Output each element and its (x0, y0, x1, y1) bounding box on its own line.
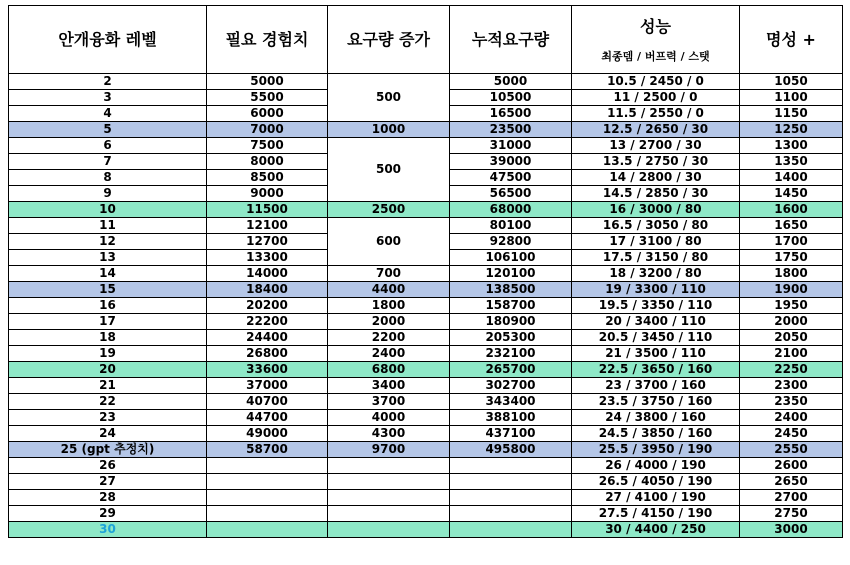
cell-fame: 2750 (740, 506, 843, 522)
cell-performance: 12.5 / 2650 / 30 (572, 122, 740, 138)
cell-fame: 2100 (740, 346, 843, 362)
cell-cumulative: 232100 (450, 346, 572, 362)
header-fame: 명성 + (740, 6, 843, 74)
cell-performance: 10.5 / 2450 / 0 (572, 74, 740, 90)
cell-required-exp: 37000 (207, 378, 328, 394)
cell-level: 5 (9, 122, 207, 138)
cell-increase (328, 490, 450, 506)
header-level: 안개융화 레벨 (9, 6, 207, 74)
cell-required-exp: 14000 (207, 266, 328, 282)
cell-level: 2 (9, 74, 207, 90)
table-row (9, 426, 843, 442)
cell-cumulative: 495800 (450, 442, 572, 458)
cell-performance: 26 / 4000 / 190 (572, 458, 740, 474)
cell-required-exp: 7500 (207, 138, 328, 154)
cell-cumulative: 39000 (450, 154, 572, 170)
cell-level: 3 (9, 90, 207, 106)
cell-increase: 3700 (328, 394, 450, 410)
cell-fame: 2050 (740, 330, 843, 346)
cell-cumulative: 16500 (450, 106, 572, 122)
cell-performance: 16.5 / 3050 / 80 (572, 218, 740, 234)
cell-required-exp: 11500 (207, 202, 328, 218)
cell-cumulative: 56500 (450, 186, 572, 202)
cell-cumulative: 343400 (450, 394, 572, 410)
cell-fame: 1650 (740, 218, 843, 234)
cell-level: 27 (9, 474, 207, 490)
cell-level: 8 (9, 170, 207, 186)
cell-required-exp (207, 490, 328, 506)
table-row (9, 74, 843, 90)
cell-increase-merged: 600 (328, 218, 450, 266)
cell-required-exp: 12100 (207, 218, 328, 234)
cell-required-exp (207, 474, 328, 490)
cell-fame: 2400 (740, 410, 843, 426)
cell-cumulative: 5000 (450, 74, 572, 90)
table-row-highlight (9, 122, 843, 138)
cell-fame: 1800 (740, 266, 843, 282)
cell-cumulative: 265700 (450, 362, 572, 378)
cell-level: 30 (9, 522, 207, 538)
cell-level: 22 (9, 394, 207, 410)
cell-increase: 700 (328, 266, 450, 282)
fog-fusion-level-table (8, 5, 843, 538)
cell-level: 20 (9, 362, 207, 378)
cell-cumulative: 302700 (450, 378, 572, 394)
cell-level: 29 (9, 506, 207, 522)
cell-fame: 2000 (740, 314, 843, 330)
table-row (9, 458, 843, 474)
cell-required-exp: 58700 (207, 442, 328, 458)
cell-increase: 2500 (328, 202, 450, 218)
cell-performance: 27.5 / 4150 / 190 (572, 506, 740, 522)
cell-required-exp (207, 458, 328, 474)
cell-fame: 1100 (740, 90, 843, 106)
table-row (9, 410, 843, 426)
cell-increase (328, 458, 450, 474)
table-row-highlight (9, 202, 843, 218)
cell-required-exp: 5000 (207, 74, 328, 90)
cell-increase (328, 474, 450, 490)
cell-increase: 2400 (328, 346, 450, 362)
cell-increase: 9700 (328, 442, 450, 458)
header-performance-subtitle: 최종뎀 / 버프력 / 스탯 (601, 49, 710, 63)
cell-required-exp: 8500 (207, 170, 328, 186)
cell-performance: 13.5 / 2750 / 30 (572, 154, 740, 170)
cell-fame: 2450 (740, 426, 843, 442)
cell-increase: 4400 (328, 282, 450, 298)
cell-cumulative: 205300 (450, 330, 572, 346)
cell-performance: 20 / 3400 / 110 (572, 314, 740, 330)
cell-level: 16 (9, 298, 207, 314)
table-row (9, 330, 843, 346)
table-row-highlight (9, 522, 843, 538)
cell-level: 26 (9, 458, 207, 474)
cell-required-exp: 6000 (207, 106, 328, 122)
cell-performance: 30 / 4400 / 250 (572, 522, 740, 538)
cell-fame: 2700 (740, 490, 843, 506)
cell-level: 14 (9, 266, 207, 282)
cell-level: 10 (9, 202, 207, 218)
cell-level: 13 (9, 250, 207, 266)
cell-performance: 26.5 / 4050 / 190 (572, 474, 740, 490)
cell-fame: 1450 (740, 186, 843, 202)
cell-level: 9 (9, 186, 207, 202)
cell-increase: 1000 (328, 122, 450, 138)
cell-increase: 1800 (328, 298, 450, 314)
cell-required-exp: 5500 (207, 90, 328, 106)
cell-performance: 14 / 2800 / 30 (572, 170, 740, 186)
cell-cumulative: 31000 (450, 138, 572, 154)
cell-cumulative: 80100 (450, 218, 572, 234)
cell-performance: 25.5 / 3950 / 190 (572, 442, 740, 458)
cell-fame: 1150 (740, 106, 843, 122)
cell-performance: 21 / 3500 / 110 (572, 346, 740, 362)
cell-required-exp: 26800 (207, 346, 328, 362)
cell-fame: 2550 (740, 442, 843, 458)
cell-performance: 13 / 2700 / 30 (572, 138, 740, 154)
cell-cumulative (450, 458, 572, 474)
cell-level: 25 (gpt 추정치) (9, 442, 207, 458)
cell-level: 21 (9, 378, 207, 394)
table-row (9, 138, 843, 154)
header-performance (572, 6, 740, 74)
cell-required-exp (207, 506, 328, 522)
cell-required-exp: 33600 (207, 362, 328, 378)
cell-level: 6 (9, 138, 207, 154)
cell-cumulative: 106100 (450, 250, 572, 266)
header-performance-title: 성능 (640, 16, 671, 36)
cell-required-exp: 7000 (207, 122, 328, 138)
cell-performance: 19 / 3300 / 110 (572, 282, 740, 298)
cell-fame: 1700 (740, 234, 843, 250)
cell-cumulative (450, 522, 572, 538)
cell-performance: 14.5 / 2850 / 30 (572, 186, 740, 202)
cell-cumulative: 47500 (450, 170, 572, 186)
cell-fame: 1400 (740, 170, 843, 186)
header-cumulative: 누적요구량 (450, 6, 572, 74)
cell-performance: 23.5 / 3750 / 160 (572, 394, 740, 410)
cell-performance: 18 / 3200 / 80 (572, 266, 740, 282)
cell-level: 28 (9, 490, 207, 506)
cell-level: 4 (9, 106, 207, 122)
cell-fame: 2300 (740, 378, 843, 394)
cell-required-exp: 9000 (207, 186, 328, 202)
table-row (9, 394, 843, 410)
cell-level: 23 (9, 410, 207, 426)
table-row (9, 218, 843, 234)
cell-increase: 4000 (328, 410, 450, 426)
cell-performance: 17.5 / 3150 / 80 (572, 250, 740, 266)
cell-performance: 16 / 3000 / 80 (572, 202, 740, 218)
cell-increase-merged: 500 (328, 138, 450, 202)
table-row (9, 490, 843, 506)
cell-performance: 17 / 3100 / 80 (572, 234, 740, 250)
cell-cumulative: 388100 (450, 410, 572, 426)
table-row (9, 346, 843, 362)
cell-required-exp: 18400 (207, 282, 328, 298)
cell-required-exp: 13300 (207, 250, 328, 266)
cell-level: 24 (9, 426, 207, 442)
cell-cumulative: 23500 (450, 122, 572, 138)
table-row-highlight-estimate (9, 442, 843, 458)
cell-cumulative: 437100 (450, 426, 572, 442)
cell-required-exp (207, 522, 328, 538)
cell-cumulative (450, 506, 572, 522)
cell-increase (328, 522, 450, 538)
cell-level: 19 (9, 346, 207, 362)
cell-fame: 2350 (740, 394, 843, 410)
cell-fame: 2650 (740, 474, 843, 490)
cell-fame: 1350 (740, 154, 843, 170)
cell-required-exp: 22200 (207, 314, 328, 330)
cell-performance: 23 / 3700 / 160 (572, 378, 740, 394)
cell-increase: 4300 (328, 426, 450, 442)
cell-required-exp: 40700 (207, 394, 328, 410)
header-row (9, 6, 843, 74)
cell-required-exp: 49000 (207, 426, 328, 442)
table-row-highlight (9, 362, 843, 378)
header-required-exp: 필요 경험치 (207, 6, 328, 74)
table-row (9, 298, 843, 314)
cell-increase-merged: 500 (328, 74, 450, 122)
cell-cumulative: 68000 (450, 202, 572, 218)
header-increase: 요구량 증가 (328, 6, 450, 74)
cell-performance: 11.5 / 2550 / 0 (572, 106, 740, 122)
cell-required-exp: 8000 (207, 154, 328, 170)
cell-performance: 24.5 / 3850 / 160 (572, 426, 740, 442)
cell-required-exp: 44700 (207, 410, 328, 426)
cell-cumulative: 92800 (450, 234, 572, 250)
cell-increase: 2000 (328, 314, 450, 330)
cell-increase: 6800 (328, 362, 450, 378)
cell-required-exp: 24400 (207, 330, 328, 346)
cell-fame: 1600 (740, 202, 843, 218)
cell-required-exp: 20200 (207, 298, 328, 314)
table-row (9, 506, 843, 522)
cell-increase: 3400 (328, 378, 450, 394)
cell-cumulative: 180900 (450, 314, 572, 330)
cell-performance: 24 / 3800 / 160 (572, 410, 740, 426)
cell-fame: 2600 (740, 458, 843, 474)
table-row (9, 474, 843, 490)
cell-performance: 22.5 / 3650 / 160 (572, 362, 740, 378)
cell-level: 11 (9, 218, 207, 234)
cell-fame: 1900 (740, 282, 843, 298)
cell-fame: 1950 (740, 298, 843, 314)
cell-level: 12 (9, 234, 207, 250)
cell-level: 7 (9, 154, 207, 170)
cell-increase (328, 506, 450, 522)
cell-fame: 1250 (740, 122, 843, 138)
cell-cumulative: 158700 (450, 298, 572, 314)
cell-increase: 2200 (328, 330, 450, 346)
table-row (9, 378, 843, 394)
cell-required-exp: 12700 (207, 234, 328, 250)
cell-fame: 2250 (740, 362, 843, 378)
cell-performance: 27 / 4100 / 190 (572, 490, 740, 506)
table-row-highlight (9, 282, 843, 298)
cell-fame: 1050 (740, 74, 843, 90)
table-row (9, 266, 843, 282)
cell-cumulative (450, 490, 572, 506)
table-row (9, 314, 843, 330)
cell-level: 15 (9, 282, 207, 298)
cell-performance: 19.5 / 3350 / 110 (572, 298, 740, 314)
cell-cumulative: 120100 (450, 266, 572, 282)
cell-fame: 1750 (740, 250, 843, 266)
cell-fame: 3000 (740, 522, 843, 538)
cell-level: 18 (9, 330, 207, 346)
cell-performance: 11 / 2500 / 0 (572, 90, 740, 106)
cell-performance: 20.5 / 3450 / 110 (572, 330, 740, 346)
cell-cumulative: 10500 (450, 90, 572, 106)
cell-cumulative (450, 474, 572, 490)
cell-fame: 1300 (740, 138, 843, 154)
cell-level: 17 (9, 314, 207, 330)
cell-cumulative: 138500 (450, 282, 572, 298)
